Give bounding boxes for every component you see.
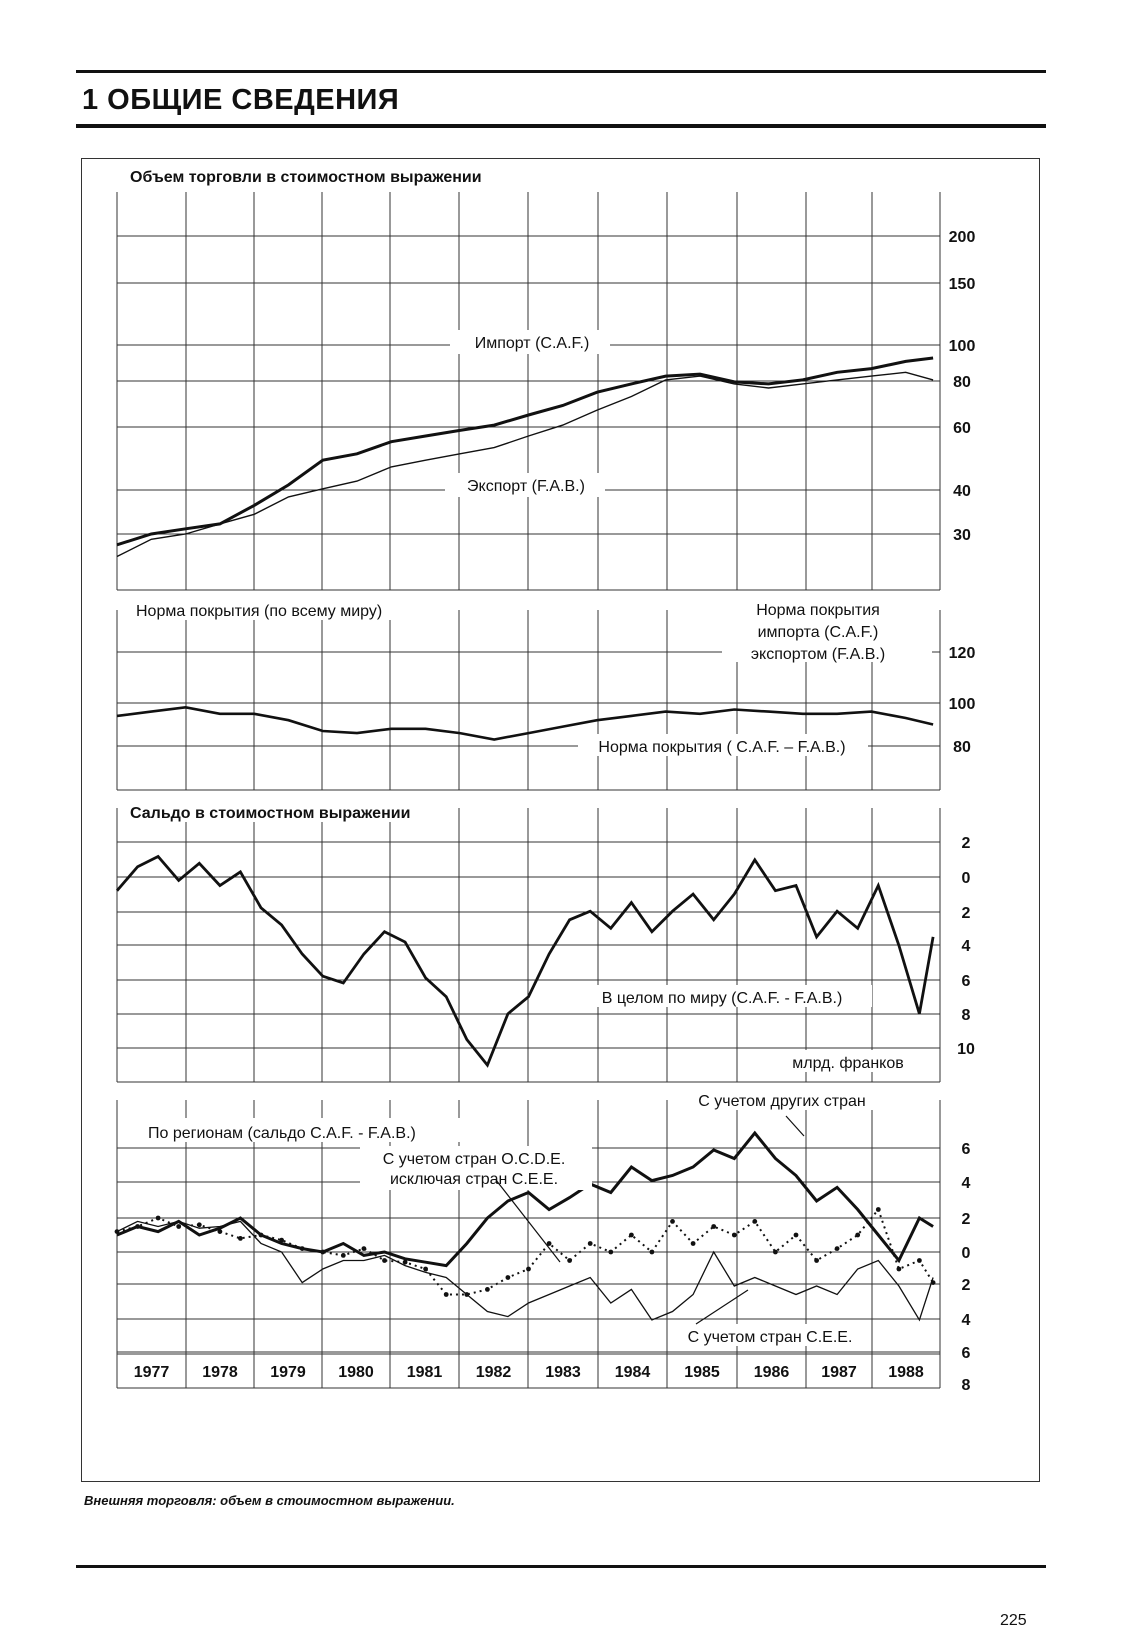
balance-grid [117, 808, 940, 1082]
x-tick-label: 1987 [821, 1364, 857, 1381]
x-tick-label: 1978 [202, 1364, 238, 1381]
series-point-ocde [588, 1241, 593, 1246]
x-tick-label: 1986 [753, 1364, 790, 1381]
x-tick-label: 1981 [406, 1364, 443, 1381]
annotation-coverage-series: Норма покрытия ( C.A.F. – F.A.B.) [598, 739, 846, 756]
y-tick-label: 2 [961, 1211, 971, 1228]
annotation-export: Экспорт (F.A.B.) [467, 478, 585, 495]
annotation-ocde: С учетом стран O.C.D.E. исключая стран C.E.E. [382, 1151, 566, 1188]
y-tick-label: 80 [953, 374, 971, 391]
page-number: 225 [1000, 1612, 1027, 1629]
y-tick-label: 8 [961, 1007, 971, 1024]
annotation-unit: млрд. франков [792, 1055, 904, 1072]
annotation-cee: С учетом стран C.E.E. [687, 1329, 853, 1346]
y-tick-label: 40 [953, 483, 971, 500]
x-tick-label: 1985 [684, 1364, 720, 1381]
series-line-balance-world [117, 857, 933, 1066]
y-tick-label: 4 [961, 1312, 971, 1329]
year-axis [117, 1354, 940, 1388]
y-tick-label: 4 [961, 938, 971, 955]
y-tick-label: 8 [961, 1377, 971, 1394]
y-tick-label: 30 [953, 527, 971, 544]
x-tick-label: 1984 [614, 1364, 651, 1381]
x-tick-label: 1983 [545, 1364, 581, 1381]
y-tick-label: 120 [948, 645, 976, 662]
y-tick-label: 2 [961, 1277, 971, 1294]
y-tick-label: 200 [948, 229, 976, 246]
y-tick-label: 6 [961, 1141, 971, 1158]
chart-title-coverage: Норма покрытия (по всему миру) [136, 603, 383, 620]
annotation-import: Импорт (C.A.F.) [474, 335, 590, 352]
trade-volume-grid [117, 192, 940, 590]
chart-title-trade-volume: Объем торговли в стоимостном выражении [130, 169, 482, 186]
x-tick-label: 1982 [475, 1364, 512, 1381]
y-tick-label: 2 [961, 905, 971, 922]
y-tick-label: 6 [961, 973, 971, 990]
x-tick-label: 1988 [888, 1364, 924, 1381]
series-line-import [117, 358, 933, 545]
y-tick-label: 0 [961, 1245, 971, 1262]
bottom-rule [76, 1565, 1046, 1568]
y-tick-label: 100 [948, 338, 976, 355]
y-tick-label: 80 [953, 739, 971, 756]
x-tick-label: 1979 [270, 1364, 306, 1381]
y-tick-label: 150 [948, 276, 976, 293]
chart-title-regions: По регионам (сальдо C.A.F. - F.A.B.) [148, 1125, 416, 1142]
y-tick-label: 2 [961, 835, 971, 852]
page-title: 1 ОБЩИЕ СВЕДЕНИЯ [82, 84, 400, 116]
annotation-coverage-definition: Норма покрытия импорта (C.A.F.) экспортом (F.A.B.) [750, 602, 886, 663]
chart-title-balance: Сальдо в стоимостном выражении [130, 805, 411, 822]
series-point-ocde [238, 1236, 243, 1241]
x-tick-label: 1980 [338, 1364, 374, 1381]
y-tick-label: 0 [961, 870, 971, 887]
annotation-pointer [786, 1116, 804, 1136]
y-tick-label: 10 [957, 1041, 975, 1058]
y-tick-label: 100 [948, 696, 976, 713]
series-line-export [117, 372, 933, 556]
annotation-balance-world: В целом по миру (C.A.F. - F.A.B.) [601, 990, 843, 1007]
series-point-ocde [444, 1292, 449, 1297]
figure-caption: Внешняя торговля: объем в стоимостном выражении. [84, 1493, 455, 1508]
y-tick-label: 6 [961, 1345, 971, 1362]
y-tick-label: 4 [961, 1175, 971, 1192]
annotation-others: С учетом других стран [698, 1093, 866, 1110]
y-tick-label: 60 [953, 420, 971, 437]
series-line-cee [117, 1221, 933, 1320]
x-tick-label: 1977 [133, 1364, 170, 1381]
